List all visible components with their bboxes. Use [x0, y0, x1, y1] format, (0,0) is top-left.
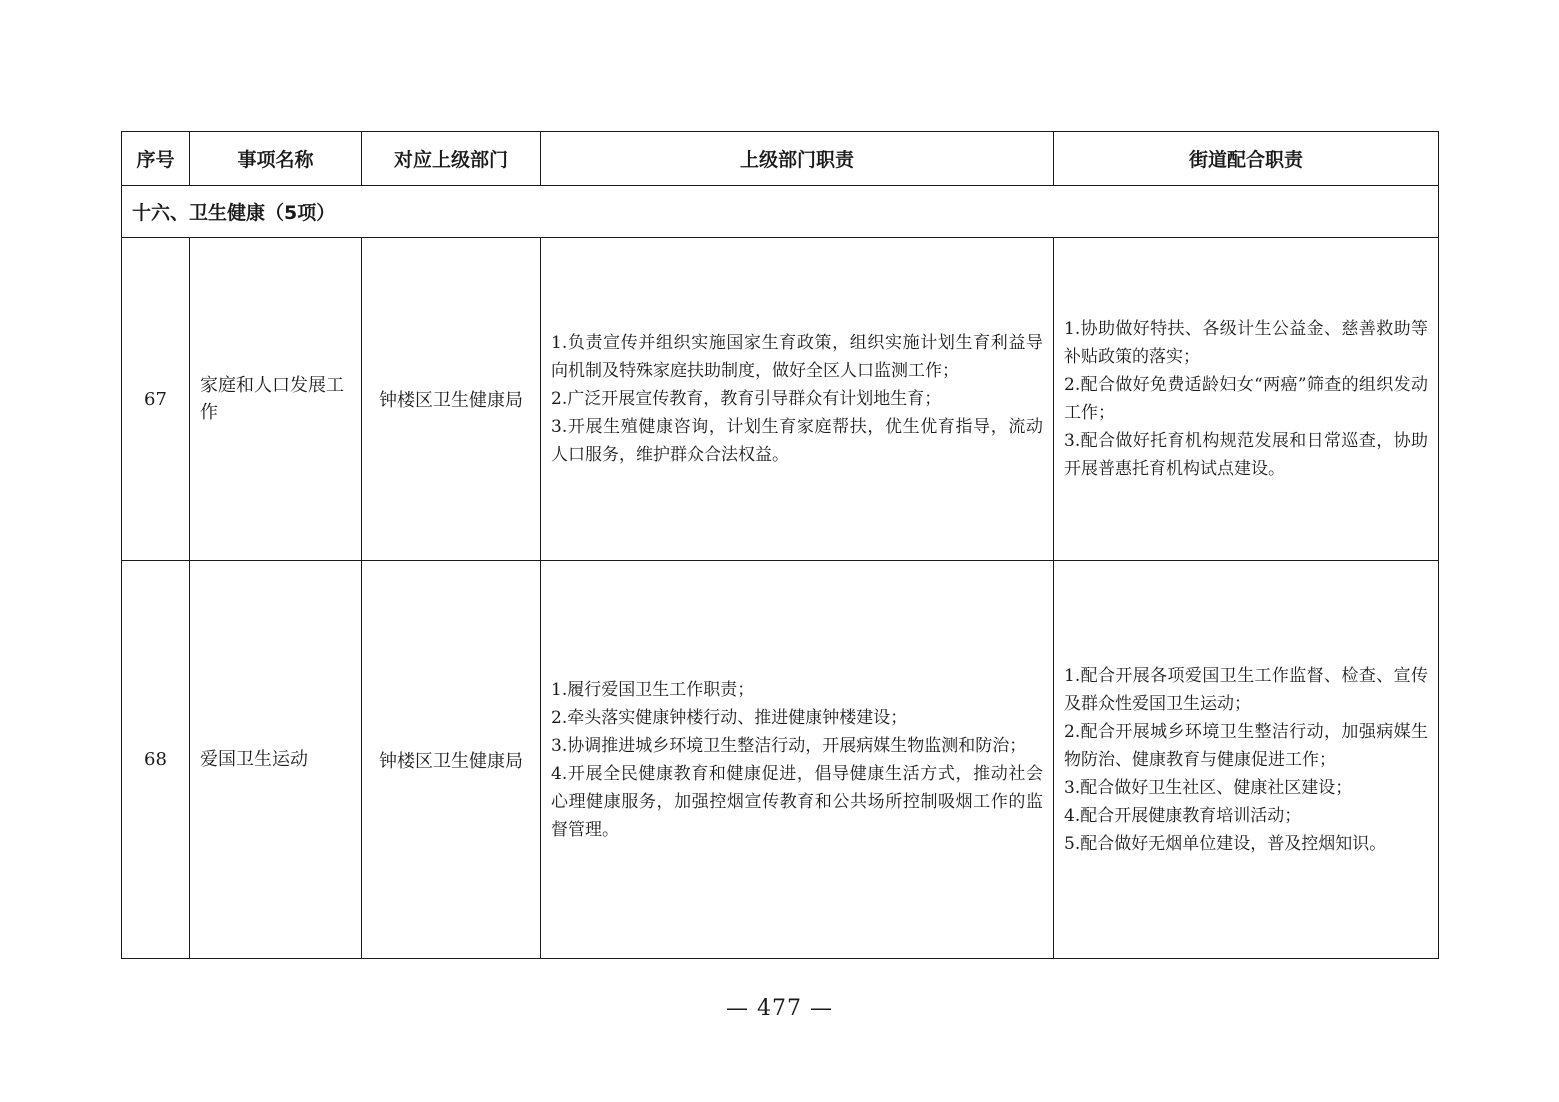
row-department: 钟楼区卫生健康局: [362, 561, 541, 959]
duty-line: 3.开展生殖健康咨询，计划生育家庭帮扶，优生优育指导，流动人口服务，维护群众合法权益。: [551, 417, 1043, 465]
duty-line: 3.配合做好托育机构规范发展和日常巡查，协助开展普惠托育机构试点建设。: [1064, 431, 1428, 479]
page-number: — 477 —: [726, 996, 833, 1021]
table-row: [122, 238, 1439, 561]
header-number: 序号: [122, 132, 190, 186]
duty-line: 1.配合开展各项爱国卫生工作监督、检查、宣传及群众性爱国卫生运动；: [1064, 665, 1428, 714]
duty-line: 5.配合做好无烟单位建设，普及控烟知识。: [1064, 833, 1387, 854]
duty-line: 2.牵头落实健康钟楼行动、推进健康钟楼建设；: [551, 707, 908, 728]
table-header-row: [122, 132, 1439, 186]
row-upper-duties: [541, 561, 1054, 959]
duty-line: 3.协调推进城乡环境卫生整洁行动，开展病媒生物监测和防治；: [551, 735, 1027, 756]
row-street-duties: [1054, 561, 1439, 959]
header-department: 对应上级部门: [362, 132, 541, 186]
duty-line: 3.配合做好卫生社区、健康社区建设；: [1064, 777, 1353, 798]
duty-line: 4.配合开展健康教育培训活动；: [1064, 805, 1302, 826]
section-row: [122, 186, 1439, 238]
section-title: 十六、卫生健康（5项）: [122, 186, 1439, 238]
duty-line: 2.广泛开展宣传教育，教育引导群众有计划地生育；: [551, 389, 942, 409]
responsibility-table: [121, 131, 1439, 959]
duty-line: 4.开展全民健康教育和健康促进，倡导健康生活方式，推动社会心理健康服务，加强控烟宣传教育和公共场所控制吸烟工作的监督管理。: [551, 763, 1043, 840]
duty-line: 1.协助做好特扶、各级计生公益金、慈善救助等补贴政策的落实；: [1064, 319, 1428, 367]
row-number: 67: [122, 238, 190, 561]
table-row: [122, 561, 1439, 959]
duty-line: 2.配合开展城乡环境卫生整洁行动，加强病媒生物防治、健康教育与健康促进工作；: [1064, 721, 1428, 770]
row-item-name: 爱国卫生运动: [190, 561, 362, 959]
header-street-duties: 街道配合职责: [1054, 132, 1439, 186]
row-item-name: 家庭和人口发展工作: [190, 238, 362, 561]
header-upper-duties: 上级部门职责: [541, 132, 1054, 186]
row-number: 68: [122, 561, 190, 959]
row-department: 钟楼区卫生健康局: [362, 238, 541, 561]
row-street-duties: [1054, 238, 1439, 561]
header-item-name: 事项名称: [190, 132, 362, 186]
row-upper-duties: [541, 238, 1054, 561]
duty-line: 1.负责宣传并组织实施国家生育政策，组织实施计划生育利益导向机制及特殊家庭扶助制度，做好全区人口监测工作；: [551, 333, 1043, 381]
duty-line: 1.履行爱国卫生工作职责；: [551, 679, 755, 700]
duty-line: 2.配合做好免费适龄妇女“两癌”筛查的组织发动工作；: [1064, 375, 1428, 423]
